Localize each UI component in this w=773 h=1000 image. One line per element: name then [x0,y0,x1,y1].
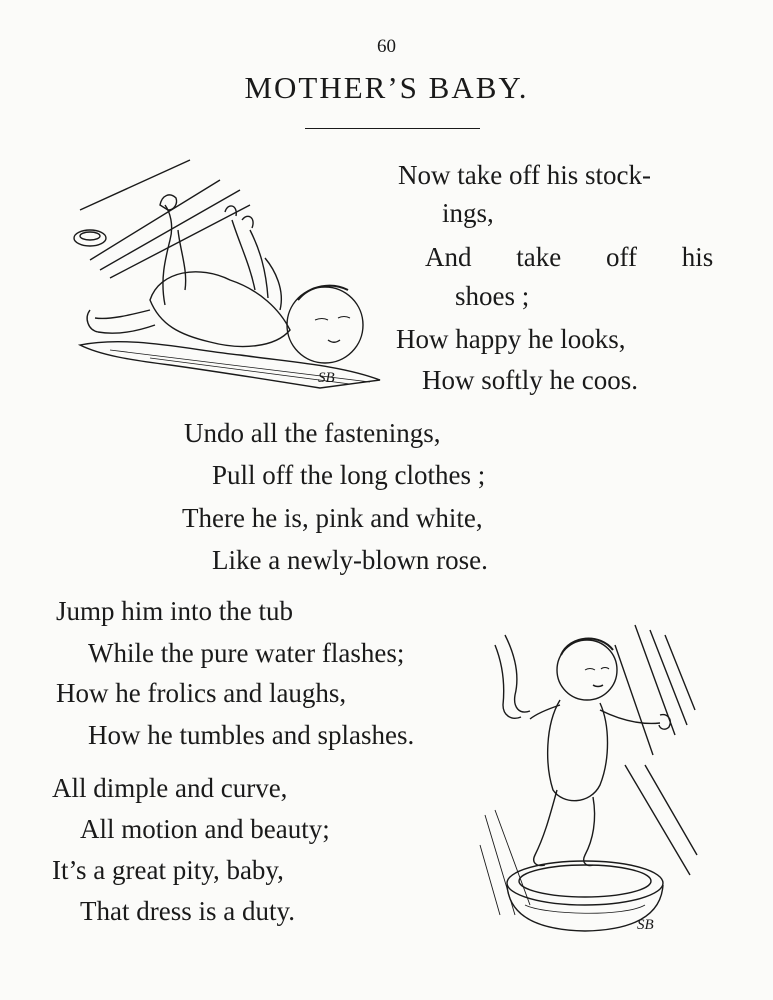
baby-lying-illustration [70,150,390,390]
stanza-3-line-4: How he tumbles and splashes. [88,720,415,750]
stanza-3-line-3: How he frolics and laughs, [56,678,347,708]
stanza-1-line-3: And take off his [425,242,714,272]
stanza-4-line-2: All motion and beauty; [80,814,330,844]
stanza-4-line-3: It’s a great pity, baby, [52,855,284,885]
page-title: MOTHER’S BABY. [244,70,529,105]
stanza-4-line-4: That dress is a duty. [80,896,295,926]
stanza-1-line-5: How happy he looks, [396,324,626,354]
title-divider [305,128,480,129]
stanza-1-line-6: How softly he coos. [422,365,638,395]
top-illustration-signature: SB [318,370,335,386]
stanza-1-line-2: ings, [442,198,494,228]
stanza-2-line-1: Undo all the fastenings, [184,418,441,448]
stanza-1-line-4: shoes ; [455,281,530,311]
bottom-illustration-signature: SB [637,917,654,933]
page-number: 60 [377,36,396,57]
stanza-3-line-2: While the pure water flashes; [88,638,405,668]
stanza-4-line-1: All dimple and curve, [52,773,288,803]
stanza-3-line-1: Jump him into the tub [56,596,294,626]
stanza-1-line-1: Now take off his stock- [398,160,651,190]
baby-bath-illustration [475,615,700,945]
stanza-2-line-4: Like a newly-blown rose. [212,545,488,575]
stanza-2-line-3: There he is, pink and white, [182,503,483,533]
stanza-2-line-2: Pull off the long clothes ; [212,460,486,490]
